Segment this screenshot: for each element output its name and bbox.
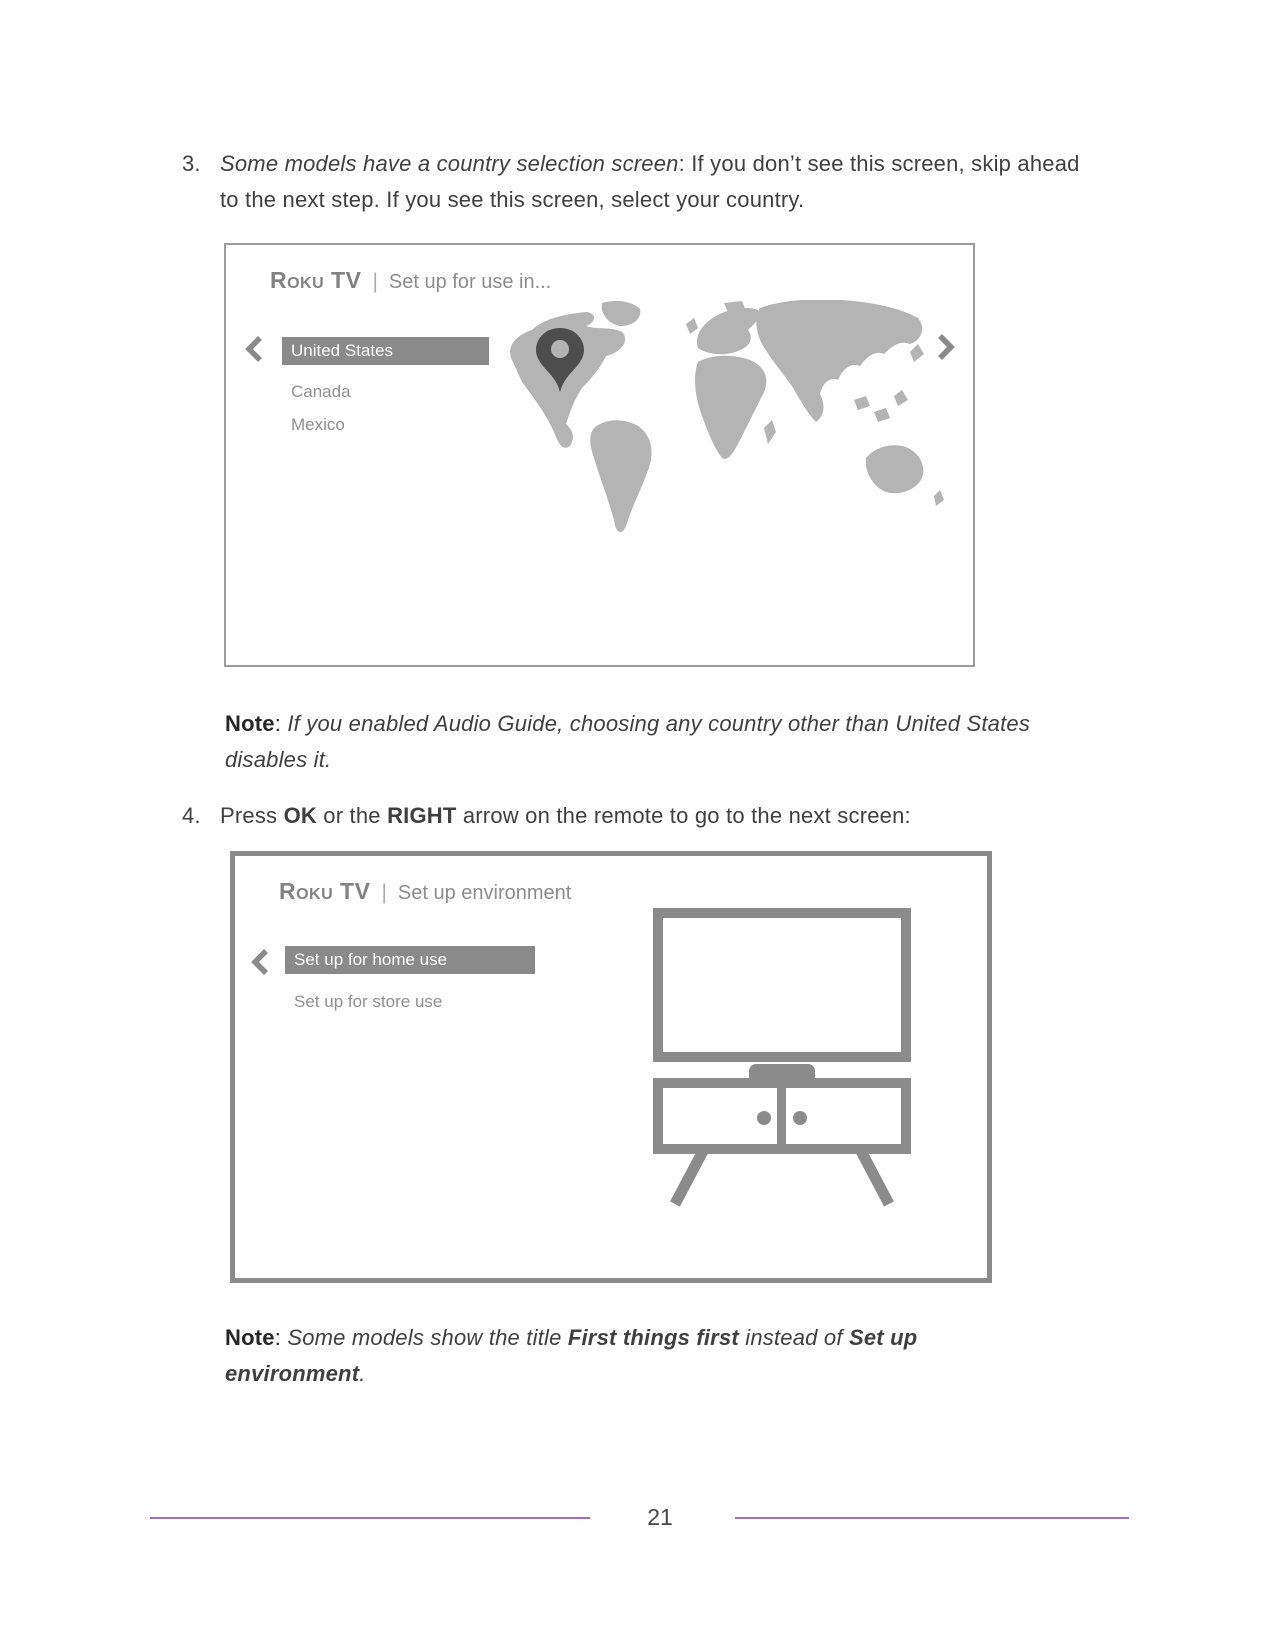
country-option: Mexico [291,415,345,434]
environment-option: Set up for store use [294,992,443,1011]
footer-rule-left [150,1517,590,1519]
step-3-lead: Some models have a country selection screen [220,151,679,176]
page-number: 21 [647,1504,673,1530]
right-key-label: RIGHT [387,803,457,828]
screen1-title: Set up for use in... [388,271,552,293]
step-4-number: 4. [182,803,201,828]
step-3-number: 3. [182,151,201,176]
chevron-left-icon [251,948,269,976]
step-4-text: Press OK or the RIGHT arrow on the remote to go to the next screen: [220,803,911,828]
setup-environment-screenshot [230,851,992,1283]
note-label: Note [225,1325,275,1350]
chevron-left-icon [245,335,263,363]
step-3-body: : If you don’t see this screen, skip ahead to the next step. If you see this screen, select your country. [220,151,1080,212]
note-title-variant: Note: Some models show the title First things first instead of Set up environment. [225,1325,918,1386]
note-audio-guide: Note: If you enabled Audio Guide, choosing any country other than United States disables it. [225,711,1031,772]
step-4 [182,798,911,834]
ok-key-label: OK [283,803,317,828]
country-option-selected: United States [282,337,489,365]
footer-rule-right [735,1517,1129,1519]
roku-tv-logo: Roku TV [270,267,362,293]
header-divider: | [372,270,378,293]
roku-tv-logo: Roku TV [279,878,371,904]
screen2-header [279,878,571,905]
header-divider: | [381,881,387,904]
screen2-title: Set up environment [397,882,572,904]
title-set-up-environment: Set up environment [225,1325,918,1386]
country-option: Canada [291,382,351,401]
environment-option-selected: Set up for home use [285,946,535,974]
title-first-things-first: First things first [567,1325,739,1350]
chevron-right-icon [937,333,955,361]
step-3 [182,146,1082,218]
note-label: Note [225,711,275,736]
screen1-header [270,267,551,294]
world-map [502,300,962,545]
note-body: If you enabled Audio Guide, choosing any country other than United States disables it. [225,711,1031,772]
step-3-text [220,146,1082,218]
country-selection-screenshot [224,243,975,667]
tv-on-stand-illustration [653,908,911,1208]
